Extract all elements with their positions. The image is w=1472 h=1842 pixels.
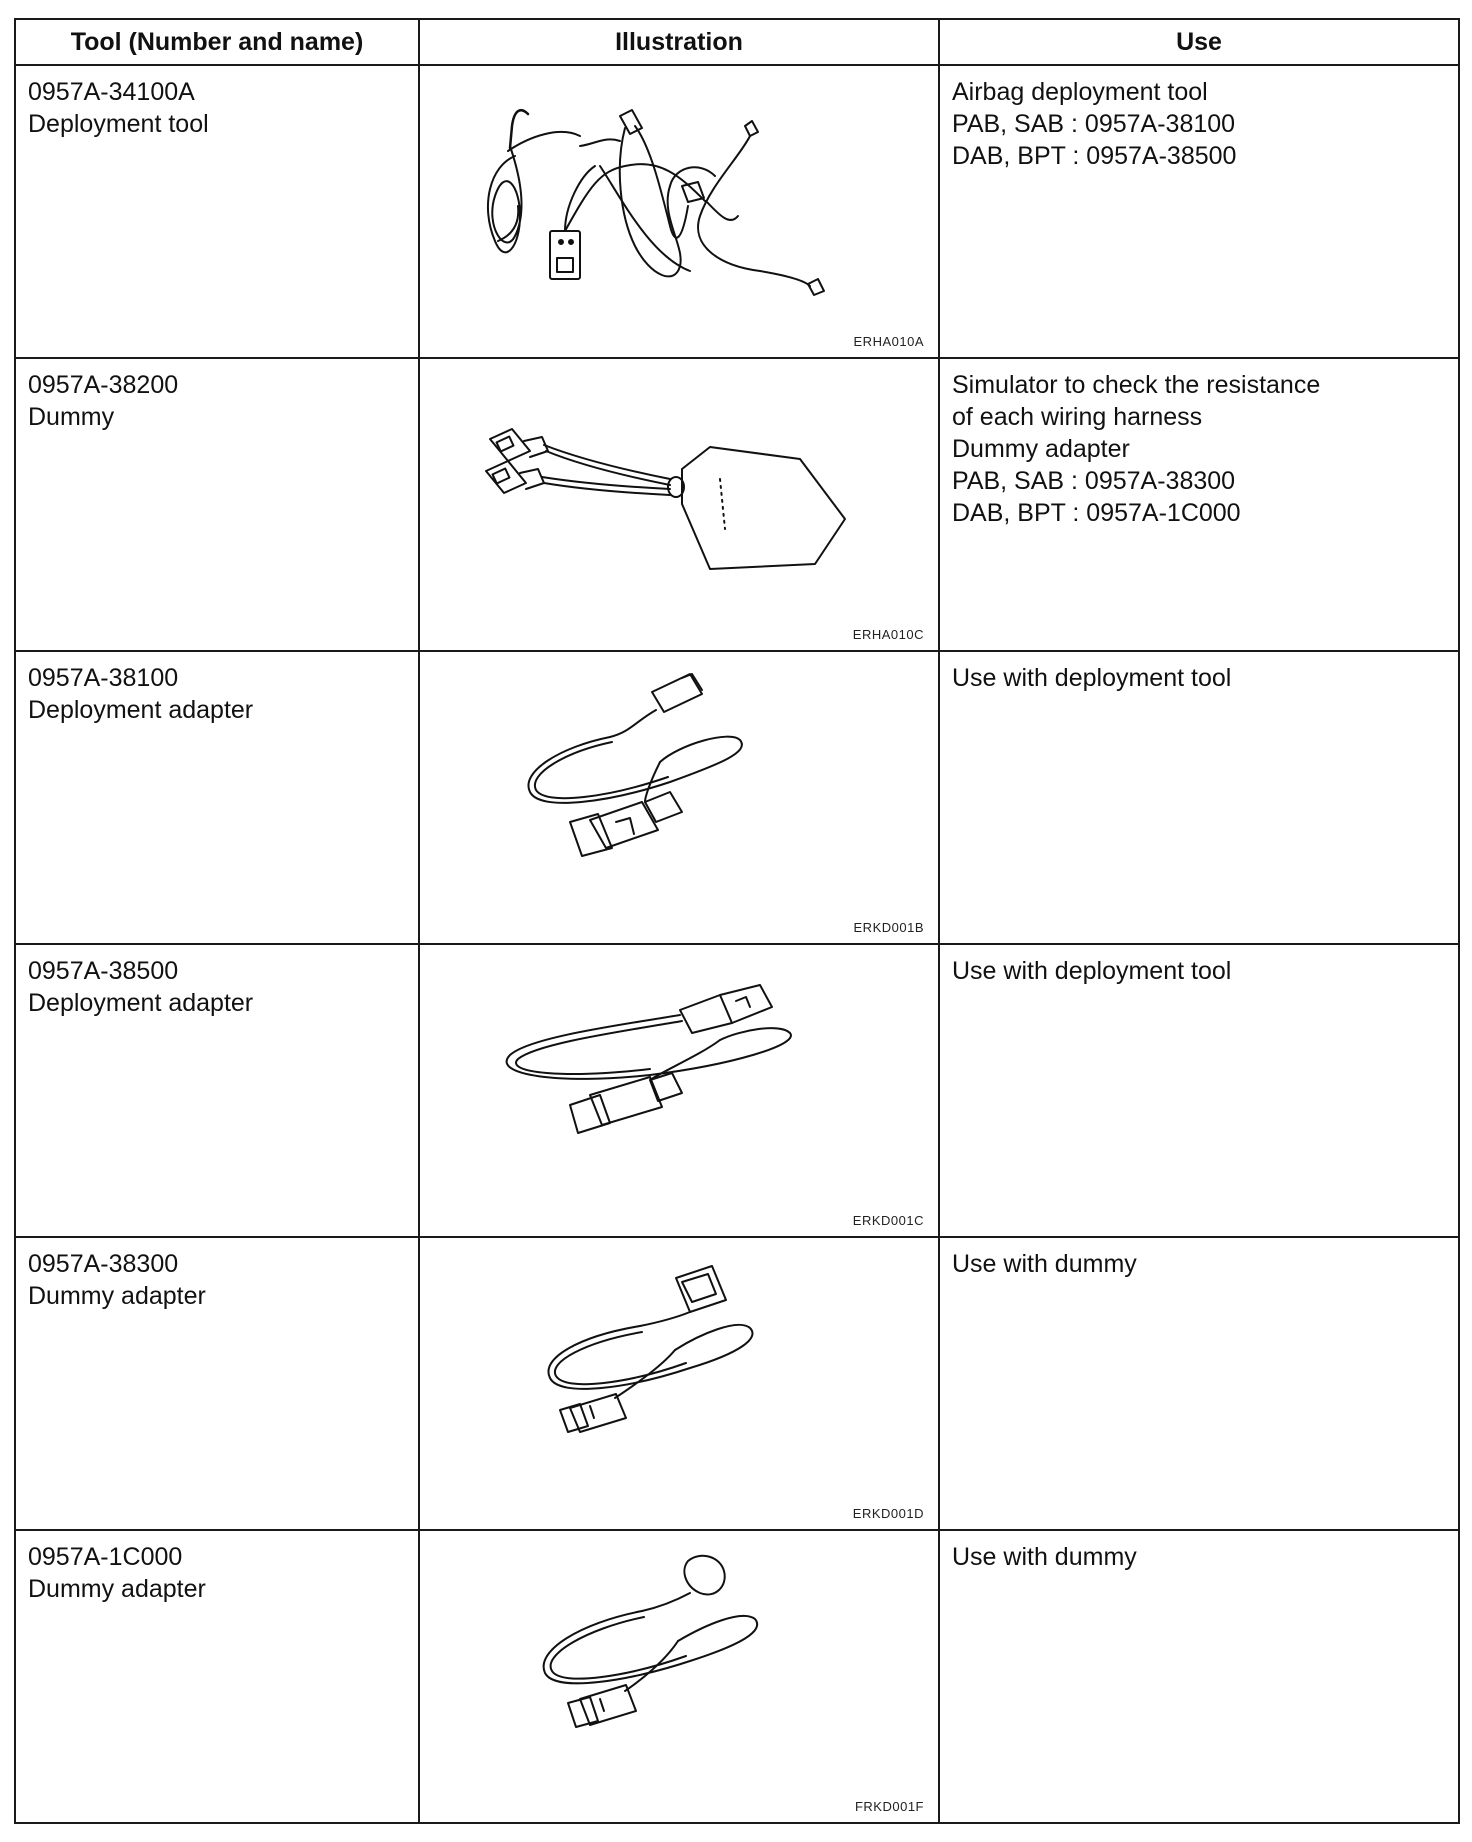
header-illustration: Illustration: [419, 19, 939, 65]
adapter-cable-icon: [420, 652, 940, 943]
tool-name: Dummy adapter: [28, 1282, 206, 1310]
use-line: DAB, BPT : 0957A-38500: [952, 142, 1237, 170]
deployment-tool-harness-icon: [420, 66, 940, 357]
header-row: [15, 19, 1459, 65]
tool-cell: [15, 944, 419, 1237]
use-line: Use with deployment tool: [952, 664, 1232, 692]
special-tools-table: [14, 18, 1460, 1824]
use-cell: [939, 358, 1459, 651]
illustration-cell: [419, 358, 939, 651]
use-cell: [939, 651, 1459, 944]
tool-name: Dummy adapter: [28, 1575, 206, 1603]
tool-cell: [15, 1530, 419, 1823]
use-line: PAB, SAB : 0957A-38300: [952, 467, 1236, 495]
tool-name: Deployment adapter: [28, 696, 254, 724]
table-row: [15, 358, 1459, 651]
use-line: Dummy adapter: [952, 435, 1130, 463]
adapter-cable-icon: [420, 1238, 940, 1529]
adapter-cable-icon: [420, 1531, 940, 1822]
use-cell: [939, 944, 1459, 1237]
header-tool: Tool (Number and name): [15, 19, 419, 65]
header-use: Use: [939, 19, 1459, 65]
table-row: [15, 651, 1459, 944]
tool-cell: [15, 358, 419, 651]
use-line: PAB, SAB : 0957A-38100: [952, 110, 1236, 138]
adapter-cable-icon: [420, 945, 940, 1236]
tool-number: 0957A-38200: [28, 371, 179, 399]
dummy-module-icon: [420, 359, 940, 650]
illustration-cell: [419, 651, 939, 944]
table-row: [15, 1530, 1459, 1823]
use-cell: [939, 1237, 1459, 1530]
use-line: of each wiring harness: [952, 403, 1203, 431]
figure-code: FRKD001F: [854, 1799, 924, 1814]
use-line: DAB, BPT : 0957A-1C000: [952, 499, 1241, 527]
table-row: [15, 65, 1459, 358]
table-row: [15, 944, 1459, 1237]
tool-cell: [15, 1237, 419, 1530]
figure-code: ERKD001B: [853, 920, 924, 935]
tool-number: 0957A-38300: [28, 1250, 179, 1278]
tool-number: 0957A-38500: [28, 957, 179, 985]
use-line: Simulator to check the resistance: [952, 371, 1321, 399]
tool-name: Dummy: [28, 403, 115, 431]
tool-name: Deployment adapter: [28, 989, 254, 1017]
tool-cell: [15, 651, 419, 944]
tool-cell: [15, 65, 419, 358]
tool-name: Deployment tool: [28, 110, 209, 138]
illustration-cell: [419, 1530, 939, 1823]
tool-number: 0957A-34100A: [28, 78, 195, 106]
tool-number: 0957A-38100: [28, 664, 179, 692]
use-cell: [939, 65, 1459, 358]
illustration-cell: [419, 65, 939, 358]
use-line: Use with deployment tool: [952, 957, 1232, 985]
tool-number: 0957A-1C000: [28, 1543, 183, 1571]
figure-code: ERHA010A: [853, 334, 924, 349]
use-line: Use with dummy: [952, 1250, 1137, 1278]
use-line: Use with dummy: [952, 1543, 1137, 1571]
illustration-cell: [419, 1237, 939, 1530]
use-cell: [939, 1530, 1459, 1823]
illustration-cell: [419, 944, 939, 1237]
figure-code: ERHA010C: [852, 627, 924, 642]
table-row: [15, 1237, 1459, 1530]
use-line: Airbag deployment tool: [952, 78, 1208, 106]
figure-code: ERKD001D: [852, 1506, 924, 1521]
figure-code: ERKD001C: [852, 1213, 924, 1228]
